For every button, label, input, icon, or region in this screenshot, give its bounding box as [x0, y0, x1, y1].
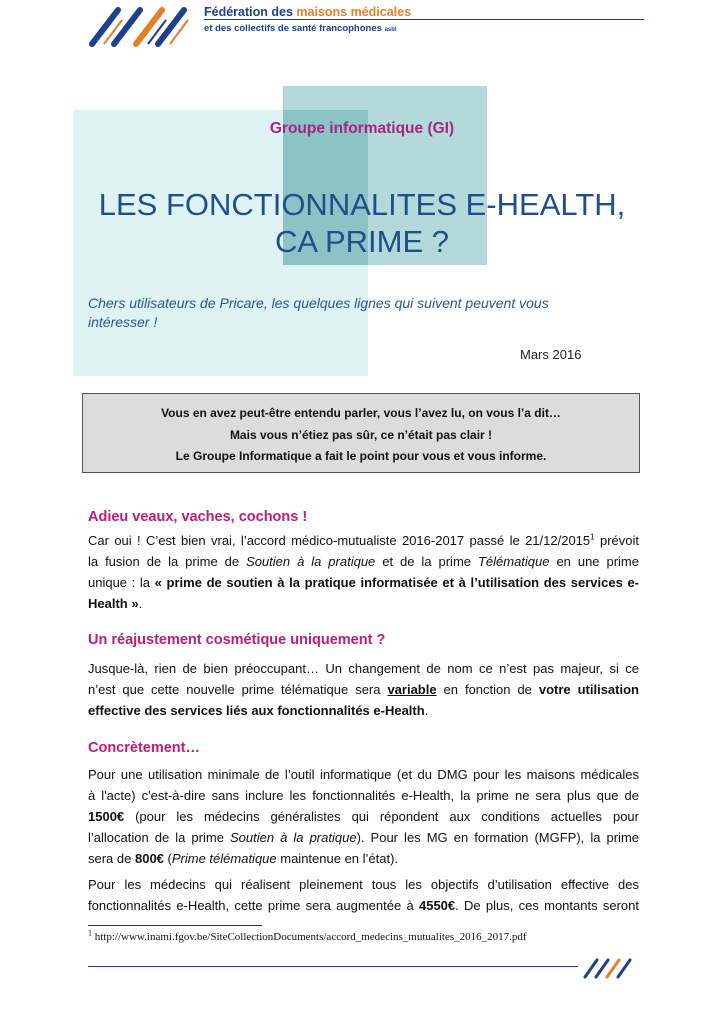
section3-paragraph2: Pour les médecins qui réalisent pleinement tous les objectifs d’utilisation effective des fonctionnalités e-Health, cette prime sera augmentée à 4550€. De plus, ces montants seront — [88, 877, 639, 913]
callout-line2: Mais vous n’étiez pas sûr, ce n’était pas clair ! — [229, 428, 493, 442]
org-name: Fédération des maisons médicales — [204, 5, 412, 19]
section1-heading: Adieu veaux, vaches, cochons ! — [88, 509, 308, 525]
callout-line3: Le Groupe Informatique a fait le point pour vous et vous informe. — [175, 449, 547, 463]
footnote: $^1$ http://www.inami.fgov.be/SiteCollectionDocuments/accord_medecins_mutualites_2016_2017.pdf — [88, 928, 527, 943]
section3-paragraph1: Pour une utilisation minimale de l’outil informatique (et du DMG pour les maisons médicales à l'acte) c'est-à-dire sans inclure les fonctionnalités e-Health, la prime ne sera plus que de 1500€ (pour les médecins généralistes qui répondent aux conditions actuelles pour l’allocation de la prime Soutien à la pratique). Pour les MG en formation (MGFP), la prime sera de 800€ (Prime télématique maintenue en l’état). — [88, 767, 640, 866]
logo-stripes-icon — [92, 10, 188, 44]
footnote-ref: 1 — [590, 532, 595, 542]
callout-line1: Vous en avez peut-être entendu parler, vous l’avez lu, on vous l’a dit… — [161, 406, 561, 420]
page-title-line1: LES FONCTIONNALITES E-HEALTH, — [98, 187, 626, 222]
footer-rule — [88, 966, 578, 967]
federation-logo — [88, 4, 200, 48]
section1-paragraph: Car oui ! C’est bien vrai, l’accord médico-mutualiste 2016-2017 passé le 21/12/2015$^1$ prévoit la fusion de la prime de Soutien à la pratique et de la prime Télématique en une prime unique : la « prime de soutien à la pratique informatisée et à l’utilisation des services e- Health ». — [88, 532, 639, 611]
footnote-link[interactable]: http://www.inami.fgov.be/SiteCollectionDocuments/accord_medecins_mutualites_2016_2017.pdf — [92, 931, 527, 943]
footer-logo-icon — [582, 957, 638, 979]
intro-text: Chers utilisateurs de Pricare, les quelques lignes qui suivent peuvent vous intéresser ! — [88, 295, 549, 330]
callout-box — [82, 393, 640, 473]
header-rule — [204, 19, 644, 20]
footnote-rule — [88, 925, 262, 926]
section3-heading: Concrètement… — [88, 740, 200, 756]
page-title-line2: CA PRIME ? — [275, 224, 449, 259]
org-subtitle: et des collectifs de santé francophones asbl — [204, 23, 397, 34]
page-title — [60, 186, 664, 260]
date: Mars 2016 — [520, 347, 582, 362]
section2-heading: Un réajustement cosmétique uniquement ? — [88, 632, 386, 648]
section2-paragraph: Jusque-là, rien de bien préoccupant… Un changement de nom ce n’est pas majeur, si ce n’est que cette nouvelle prime télématique sera variable en fonction de votre utilisation effective des services liés aux fonctionnalités e-Health. — [88, 661, 639, 718]
group-title: Groupe informatique (GI) — [269, 120, 455, 137]
